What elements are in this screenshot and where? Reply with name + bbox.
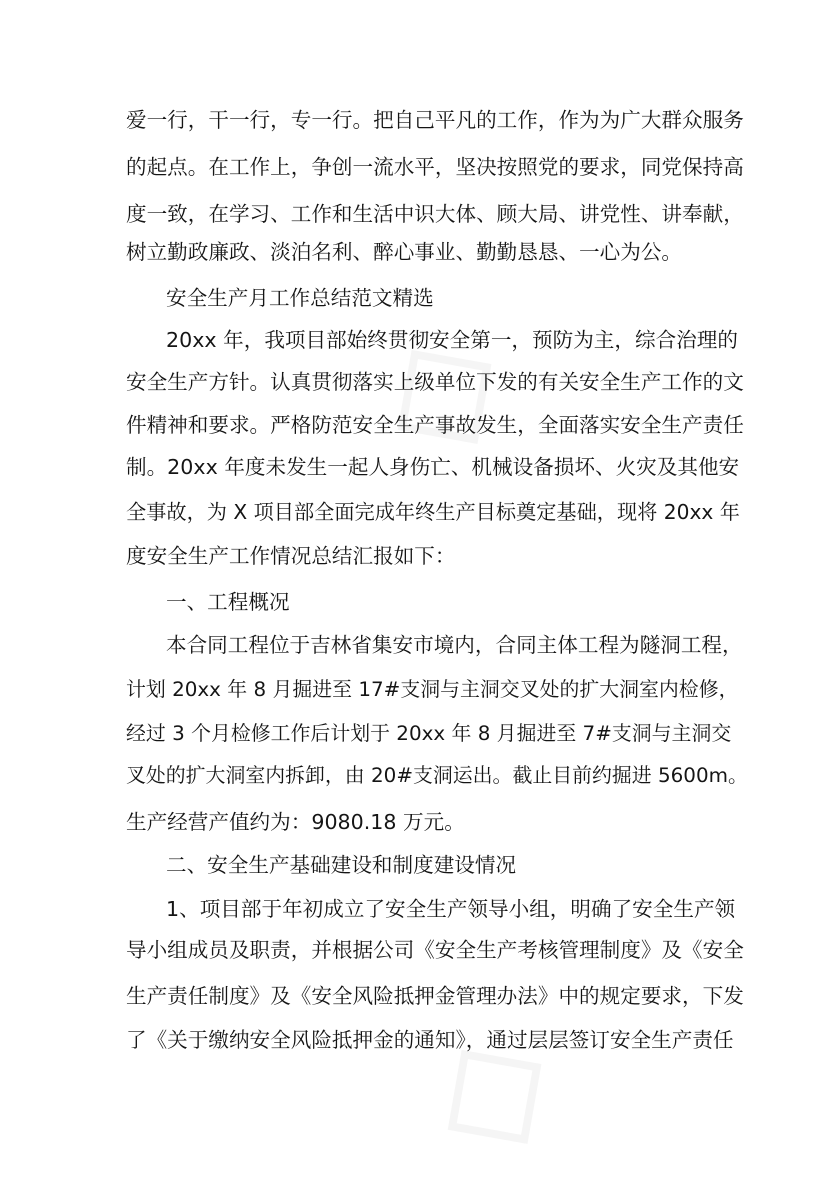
section-heading: 二、安全生产基础建设和制度建设情况 xyxy=(166,853,517,877)
body-line: 安全生产方针。认真贯彻落实上级单位下发的有关安全生产工作的文 xyxy=(126,370,744,394)
body-line: 叉处的扩大洞室内拆卸，由 20#支洞运出。截止目前约掘进 5600m。 xyxy=(126,764,748,787)
section-title: 安全生产月工作总结范文精选 xyxy=(166,286,434,310)
body-line: 1、项目部于年初成立了安全生产领导小组，明确了安全生产领 xyxy=(166,897,736,921)
body-line: 生产经营产值约为：9080.18 万元。 xyxy=(126,810,465,834)
body-line: 20xx 年，我项目部始终贯彻安全第一，预防为主，综合治理的 xyxy=(166,328,738,352)
body-line: 生产责任制度》及《安全风险抵押金管理办法》中的规定要求，下发 xyxy=(126,984,744,1008)
body-line: 制。20xx 年度未发生一起人身伤亡、机械设备损坏、火灾及其他安 xyxy=(126,455,740,479)
body-line: 导小组成员及职责，并根据公司《安全生产考核管理制度》及《安全 xyxy=(126,938,744,962)
body-line: 本合同工程位于吉林省集安市境内，合同主体工程为隧洞工程， xyxy=(166,633,743,657)
body-line: 经过 3 个月检修工作后计划于 20xx 年 8 月掘进至 7#支洞与主洞交 xyxy=(126,722,732,745)
body-line: 件精神和要求。严格防范安全生产事故发生，全面落实安全生产责任 xyxy=(126,413,744,437)
body-line: 度安全生产工作情况总结汇报如下： xyxy=(126,544,456,568)
body-line: 树立勤政廉政、淡泊名利、醉心事业、勤勤恳恳、一心为公。 xyxy=(126,240,683,264)
body-line: 计划 20xx 年 8 月掘进至 17#支洞与主洞交叉处的扩大洞室内检修， xyxy=(126,678,739,701)
body-line: 的起点。在工作上，争创一流水平，坚决按照党的要求，同党保持高 xyxy=(126,155,744,179)
body-line: 了《关于缴纳安全风险抵押金的通知》，通过层层签订安全生产责任 xyxy=(126,1028,734,1052)
body-line: 度一致，在学习、工作和生活中识大体、顾大局、讲党性、讲奉献， xyxy=(126,202,744,226)
watermark xyxy=(391,983,585,1191)
body-line: 爱一行，干一行，专一行。把自己平凡的工作，作为为广大群众服务 xyxy=(126,108,744,132)
section-heading: 一、工程概况 xyxy=(166,590,290,614)
body-line: 全事故，为 X 项目部全面完成年终生产目标奠定基础，现将 20xx 年 xyxy=(126,500,740,524)
